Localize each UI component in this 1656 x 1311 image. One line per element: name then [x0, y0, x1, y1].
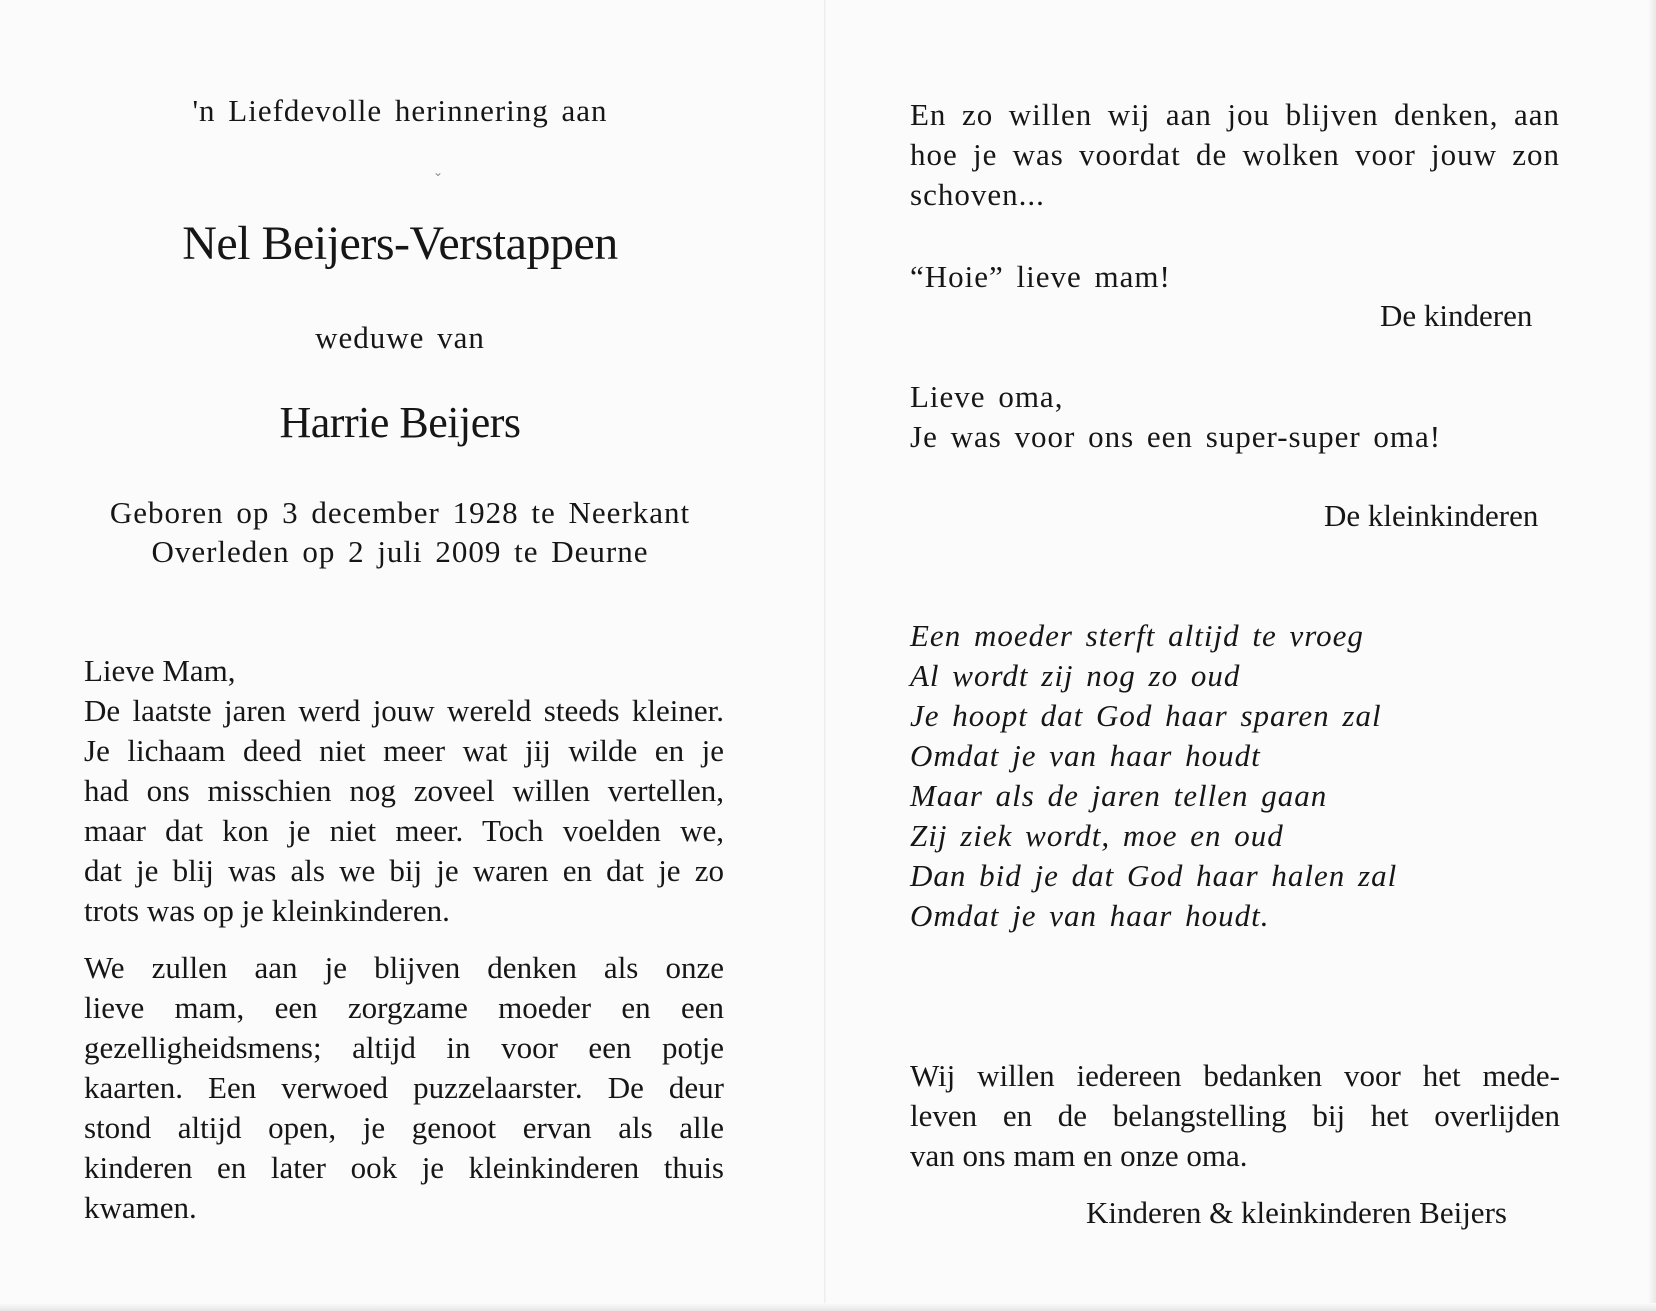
thanks-line: Wij willen iedereen bedanken voor het mede-	[910, 1058, 1560, 1093]
thanks-line: van ons mam en onze oma.	[910, 1138, 1248, 1173]
letter-line: dat je blij was als we bij je waren en dat je zo	[84, 853, 724, 888]
paragraph-line: stond altijd open, je genoot ervan als alle	[84, 1110, 724, 1145]
paragraph-line: gezelligheidsmens; altijd in voor een potje	[84, 1030, 724, 1065]
thanks-signature: Kinderen & kleinkinderen Beijers	[1086, 1195, 1507, 1230]
paper-speck: ⌄	[433, 165, 444, 179]
hoie-text: “Hoie” lieve mam!	[910, 259, 1171, 294]
paragraph-line: kaarten. Een verwoed puzzelaarster. De deur	[84, 1070, 724, 1105]
children-text-line: En zo willen wij aan jou blijven denken, aan	[910, 97, 1560, 132]
card-edge-right	[1648, 0, 1656, 1311]
paragraph-line: kinderen en later ook je kleinkinderen thuis	[84, 1150, 724, 1185]
letter-line: had ons misschien nog zoveel willen vertellen,	[84, 773, 724, 808]
spouse-name: Harrie Beijers	[279, 398, 521, 447]
fold-line	[824, 0, 826, 1311]
poem-line: Je hoopt dat God haar sparen zal	[910, 698, 1382, 733]
intro-text: 'n Liefdevolle herinnering aan	[192, 93, 608, 128]
poem-line: Omdat je van haar houdt.	[910, 898, 1270, 933]
children-signature: De kinderen	[1380, 298, 1533, 333]
grandchildren-signature: De kleinkinderen	[1324, 498, 1539, 533]
poem-line: Een moeder sterft altijd te vroeg	[910, 618, 1364, 653]
letter-line: Je lichaam deed niet meer wat jij wilde en je	[84, 733, 724, 768]
poem-line: Omdat je van haar houdt	[910, 738, 1261, 773]
grandchildren-line: Lieve oma,	[910, 379, 1064, 414]
letter-line: trots was op je kleinkinderen.	[84, 893, 450, 928]
children-text-line: schoven...	[910, 177, 1045, 212]
poem-line: Al wordt zij nog zo oud	[910, 658, 1241, 693]
widow-of-text: weduwe van	[315, 320, 485, 355]
thanks-line: leven en de belangstelling bij het overlijden	[910, 1098, 1560, 1133]
card-edge-bottom	[0, 1303, 1656, 1311]
grandchildren-line: Je was voor ons een super-super oma!	[910, 419, 1442, 454]
letter-line: De laatste jaren werd jouw wereld steeds kleiner.	[84, 693, 724, 728]
letter-line: maar dat kon je niet meer. Toch voelden we,	[84, 813, 724, 848]
paragraph-line: lieve mam, een zorgzame moeder en een	[84, 990, 724, 1025]
death-line: Overleden op 2 juli 2009 te Deurne	[151, 534, 649, 569]
birth-line: Geboren op 3 december 1928 te Neerkant	[109, 495, 691, 530]
paragraph-line: kwamen.	[84, 1190, 197, 1225]
deceased-name: Nel Beijers-Verstappen	[182, 217, 618, 270]
poem-line: Zij ziek wordt, moe en oud	[910, 818, 1284, 853]
children-text-line: hoe je was voordat de wolken voor jouw zon	[910, 137, 1560, 172]
letter-line: Lieve Mam,	[84, 653, 236, 688]
poem-line: Maar als de jaren tellen gaan	[910, 778, 1328, 813]
paragraph-line: We zullen aan je blijven denken als onze	[84, 950, 724, 985]
poem-line: Dan bid je dat God haar halen zal	[910, 858, 1398, 893]
